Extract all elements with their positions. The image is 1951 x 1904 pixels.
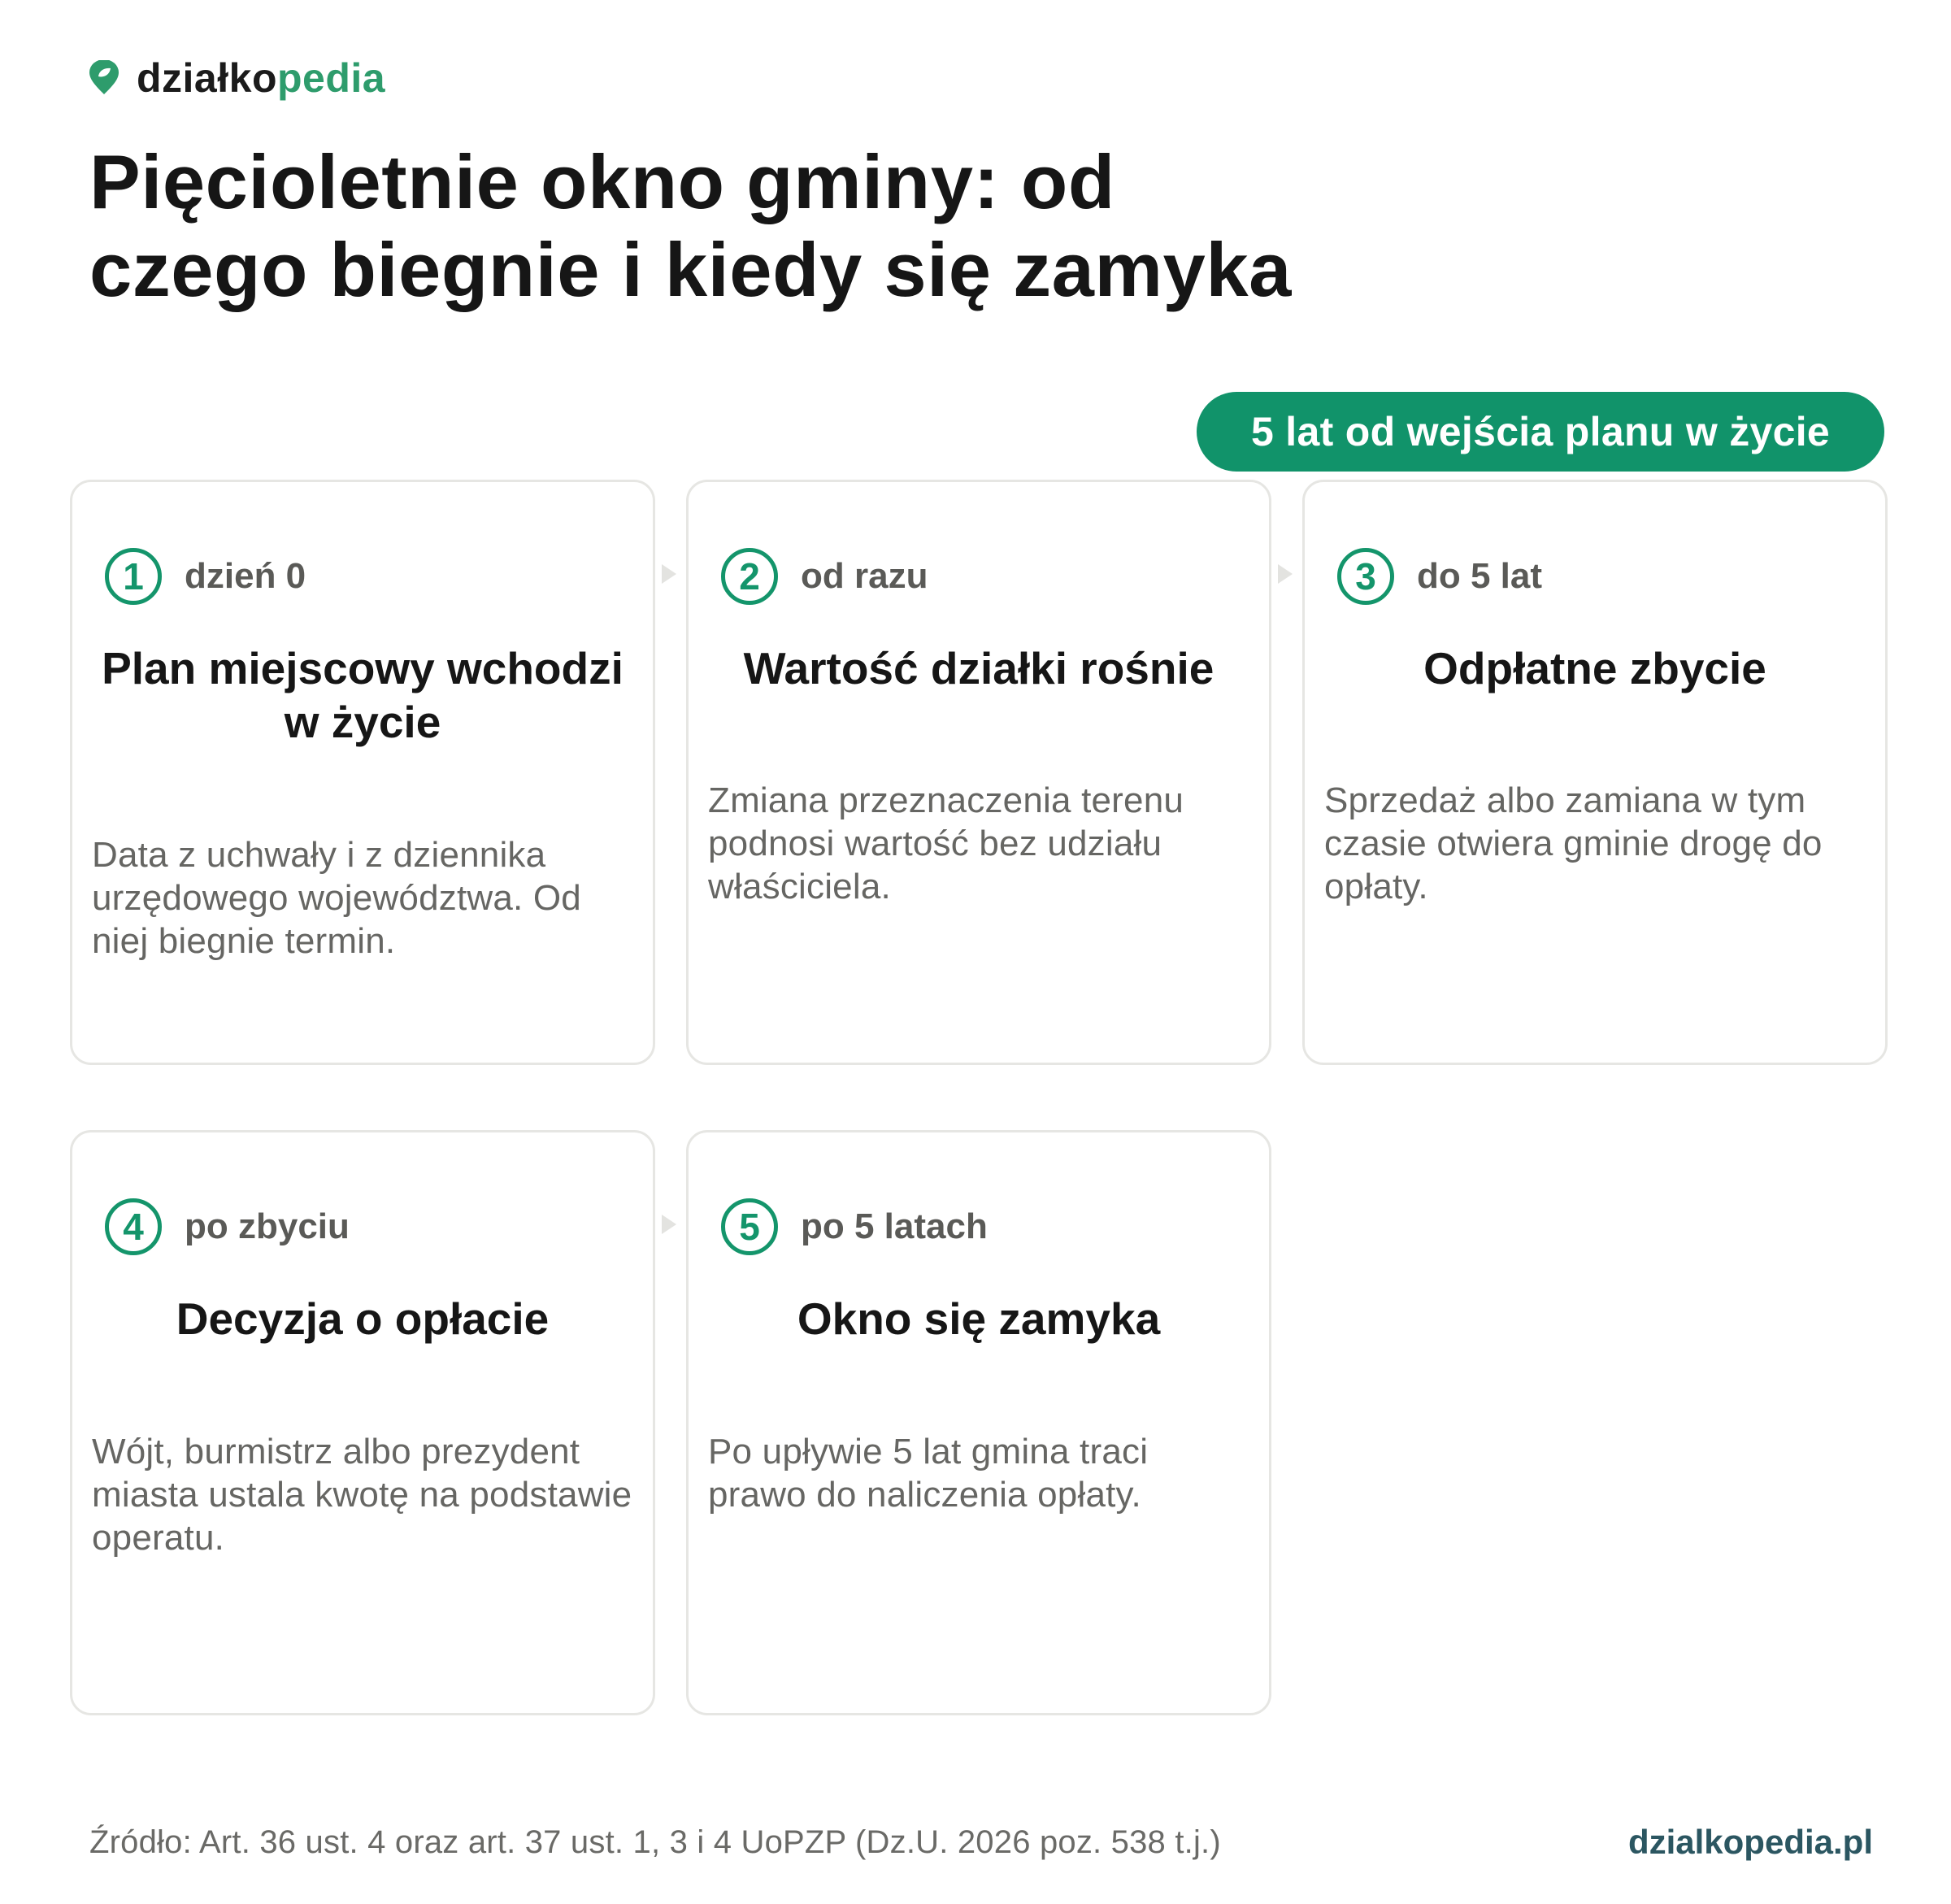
source-note: Źródło: Art. 36 ust. 4 oraz art. 37 ust. 1, 3 i 4 UoPZP (Dz.U. 2026 poz. 538 t.j.) (89, 1824, 1221, 1860)
step-title-line1: Wartość działki rośnie (743, 643, 1214, 693)
step-time-label: od razu (801, 556, 928, 596)
step-card-3 (1302, 480, 1888, 1065)
brand-name-part2: pedia (276, 55, 386, 101)
step-card-5 (686, 1130, 1271, 1715)
step-number-badge: 3 (1337, 548, 1394, 605)
step-header (721, 1196, 988, 1258)
step-title-line2: w życie (284, 697, 441, 747)
step-description: Data z uchwały i z dziennika urzędowego województwa. Od niej biegnie termin. (92, 835, 581, 961)
period-banner: 5 lat od wejścia planu w życie (1197, 392, 1884, 472)
step-title (693, 1292, 1264, 1345)
step-description: Sprzedaż albo zamiana w tym czasie otwiera gminie drogę do opłaty. (1324, 780, 1823, 906)
step-number-badge: 2 (721, 548, 778, 605)
step-card-4 (70, 1130, 655, 1715)
step-card-1 (70, 480, 655, 1065)
arrow-right-icon (662, 1215, 676, 1234)
brand-logo (88, 54, 385, 102)
step-title-line1: Plan miejscowy wchodzi (102, 643, 624, 693)
step-number-badge: 1 (105, 548, 162, 605)
step-title-line1: Decyzja o opłacie (176, 1293, 550, 1344)
step-title-line1: Odpłatne zbycie (1423, 643, 1766, 693)
step-number-badge: 4 (105, 1198, 162, 1255)
step-description: Po upływie 5 lat gmina traci prawo do naliczenia opłaty. (708, 1432, 1149, 1515)
step-description: Wójt, burmistrz albo prezydent miasta ustala kwotę na podstawie operatu. (92, 1432, 632, 1558)
step-time-label: po 5 latach (801, 1206, 988, 1246)
page-title-line1: Pięcioletnie okno gminy: od (89, 139, 1115, 224)
step-description: Zmiana przeznaczenia terenu podnosi wartość bez udziału właściciela. (708, 780, 1184, 906)
step-time-label: do 5 lat (1417, 556, 1543, 596)
brand-name-part1: działko (137, 55, 277, 101)
step-time-label: dzień 0 (185, 556, 306, 596)
step-time-label: po zbyciu (185, 1206, 350, 1246)
step-title (77, 641, 648, 749)
step-card-2 (686, 480, 1271, 1065)
step-title-line1: Okno się zamyka (797, 1293, 1161, 1344)
step-header (105, 546, 306, 607)
step-title (77, 1292, 648, 1345)
step-title (1310, 641, 1880, 695)
page-title-line2: czego biegnie i kiedy się zamyka (89, 227, 1292, 312)
brand-name (137, 54, 385, 102)
arrow-right-icon (662, 564, 676, 584)
step-number-badge: 5 (721, 1198, 778, 1255)
pin-leaf-icon (88, 60, 120, 96)
page-title (89, 138, 1471, 314)
step-header (105, 1196, 350, 1258)
step-header (1337, 546, 1542, 607)
arrow-right-icon (1278, 564, 1293, 584)
step-title (693, 641, 1264, 695)
step-header (721, 546, 928, 607)
site-url: dzialkopedia.pl (1627, 1823, 1873, 1861)
